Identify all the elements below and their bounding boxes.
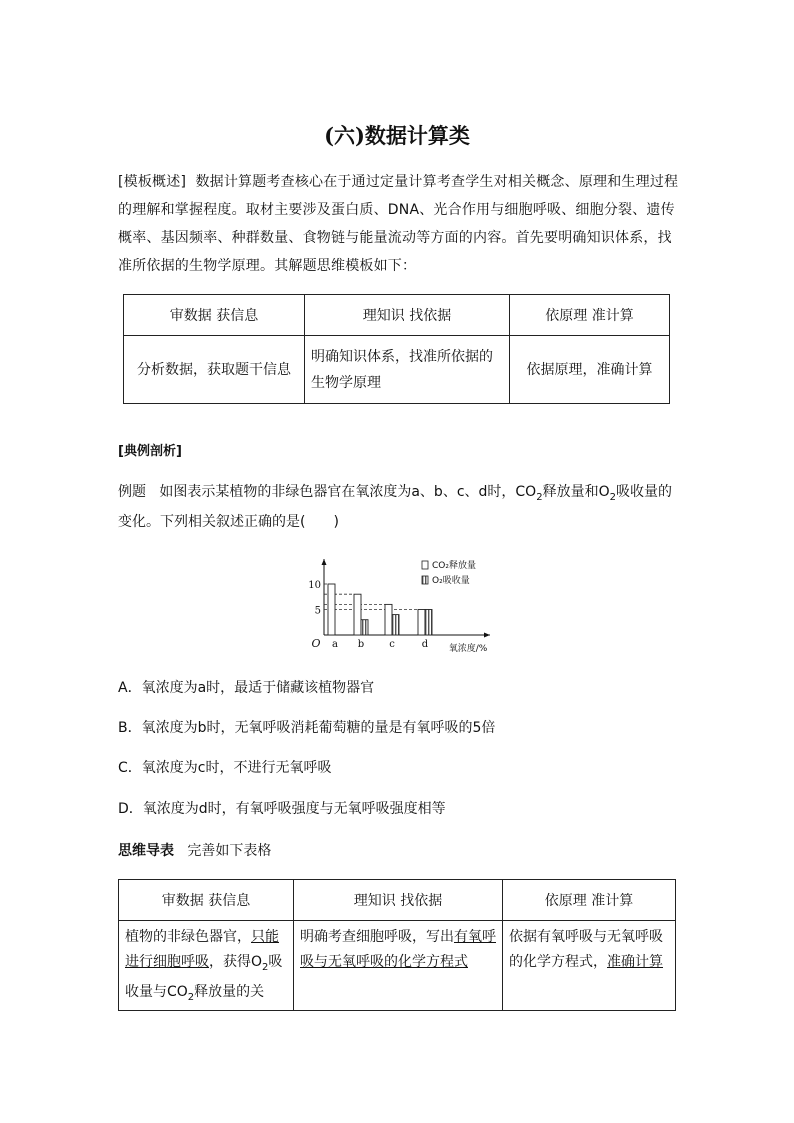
thinking-header-1: 审数据 获信息: [119, 880, 294, 921]
thinking-cell-3: [503, 921, 676, 1011]
option-b-text: 氧浓度为b时，无氧呼吸消耗葡萄糖的量是有氧呼吸的5倍: [141, 720, 496, 736]
example-text-2: 释放量和O: [542, 484, 610, 500]
example-text-1: 如图表示某植物的非绿色器官在氧浓度为a、b、c、d时，CO: [159, 484, 537, 500]
overview-label: [模板概述]: [118, 174, 187, 190]
thinking-cell-3-blank: 准确计算: [607, 954, 663, 970]
example-text-3: 吸收量的变化。下列相关叙述正确的是( ): [118, 484, 672, 530]
option-b[interactable]: [118, 718, 495, 738]
template-cell-2: 明确知识体系，找准所依据的生物学原理: [305, 336, 510, 404]
option-b-letter: B．: [118, 720, 142, 736]
thinking-cell-1-blank: 只能进行细胞呼吸: [125, 929, 279, 970]
template-header-3: 依原理 准计算: [510, 295, 670, 336]
thinking-cell-3-a: 依据有氧呼吸与无氧呼吸的化学方程式，: [509, 929, 663, 970]
x-tick-c: c: [389, 639, 395, 650]
co2-bar-b: [354, 594, 361, 635]
co2-bar-a: [328, 584, 335, 635]
o2-bar-b: [361, 620, 368, 635]
thinking-cell-1-sub1: 2: [262, 961, 269, 973]
example-label: 例题: [118, 484, 146, 500]
legend-o2-swatch: [422, 576, 428, 584]
option-a[interactable]: [118, 678, 374, 698]
section-heading: [典例剖析]: [118, 444, 182, 459]
co2-bar-c: [385, 604, 392, 635]
thinking-cell-2: [294, 921, 503, 1011]
thinking-table: [118, 879, 676, 1011]
thinking-text: 完善如下表格: [187, 843, 272, 859]
thinking-heading: [118, 840, 271, 860]
option-c-text: 氧浓度为c时，不进行无氧呼吸: [141, 760, 332, 776]
thinking-cell-2-blank: 有氧呼吸与无氧呼吸的化学方程式: [300, 929, 496, 970]
template-cell-1: 分析数据，获取题干信息: [124, 336, 305, 404]
o2-bar-c: [392, 615, 399, 635]
overview-paragraph: [118, 168, 683, 280]
y-tick-5: 5: [314, 605, 321, 617]
origin-label: O: [311, 637, 321, 650]
o2-bar-d: [425, 610, 432, 636]
option-c[interactable]: [118, 758, 331, 778]
example-question: [118, 480, 683, 535]
template-table: [123, 294, 670, 404]
example-sub-2: 2: [609, 491, 616, 503]
x-tick-d: d: [421, 639, 429, 650]
template-cell-3: 依据原理，准确计算: [510, 336, 670, 404]
thinking-cell-1-c: ，获得O: [209, 954, 263, 970]
co2-bar-d: [418, 610, 425, 636]
overview-text: 数据计算题考查核心在于通过定量计算考查学生对相关概念、原理和生理过程的理解和掌握程度。取材主要涉及蛋白质、DNA、光合作用与细胞呼吸、细胞分裂、遗传概率、基因频率、种群数量、食物链与能量流动等方面的内容。首先要明确知识体系，找准所依据的生物学原理。其解题思维模板如下：: [118, 174, 679, 274]
x-tick-b: b: [357, 639, 365, 650]
example-sub-1: 2: [536, 491, 543, 503]
option-d-text: 氧浓度为d时，有氧呼吸强度与无氧呼吸强度相等: [142, 801, 446, 817]
thinking-label: 思维导表: [118, 843, 174, 859]
legend-co2-label: CO₂释放量: [432, 561, 476, 571]
thinking-cell-1-d: 吸收量与CO: [125, 954, 283, 1000]
thinking-cell-2-a: 明确考查细胞呼吸，写出: [300, 929, 454, 945]
y-tick-10: 10: [308, 580, 321, 591]
y-axis-arrow: [322, 559, 327, 565]
thinking-cell-1-a: 植物的非绿色器官，: [125, 929, 251, 945]
thinking-cell-1-e: 释放量的关: [194, 983, 265, 1000]
x-axis-label: 氧浓度/%: [448, 644, 488, 653]
option-a-text: 氧浓度为a时，最适于储藏该植物器官: [141, 680, 375, 696]
thinking-cell-1-sub2: 2: [187, 991, 195, 1003]
template-header-2: 理知识 找依据: [305, 295, 510, 336]
legend-o2-label: O₂吸收量: [432, 576, 470, 586]
x-tick-a: a: [332, 639, 338, 650]
thinking-cell-1: [119, 921, 294, 1011]
template-header-1: 审数据 获信息: [124, 295, 305, 336]
option-d-letter: D．: [118, 801, 143, 817]
respiration-bar-chart: [302, 553, 502, 653]
thinking-header-2: 理知识 找依据: [294, 880, 503, 921]
x-axis-arrow: [484, 633, 490, 638]
option-c-letter: C．: [118, 760, 142, 776]
legend-co2-swatch: [422, 561, 428, 569]
option-a-letter: A．: [118, 680, 142, 696]
page-title: (六)数据计算类: [324, 123, 470, 148]
thinking-header-3: 依原理 准计算: [503, 880, 676, 921]
option-d[interactable]: [118, 799, 446, 819]
